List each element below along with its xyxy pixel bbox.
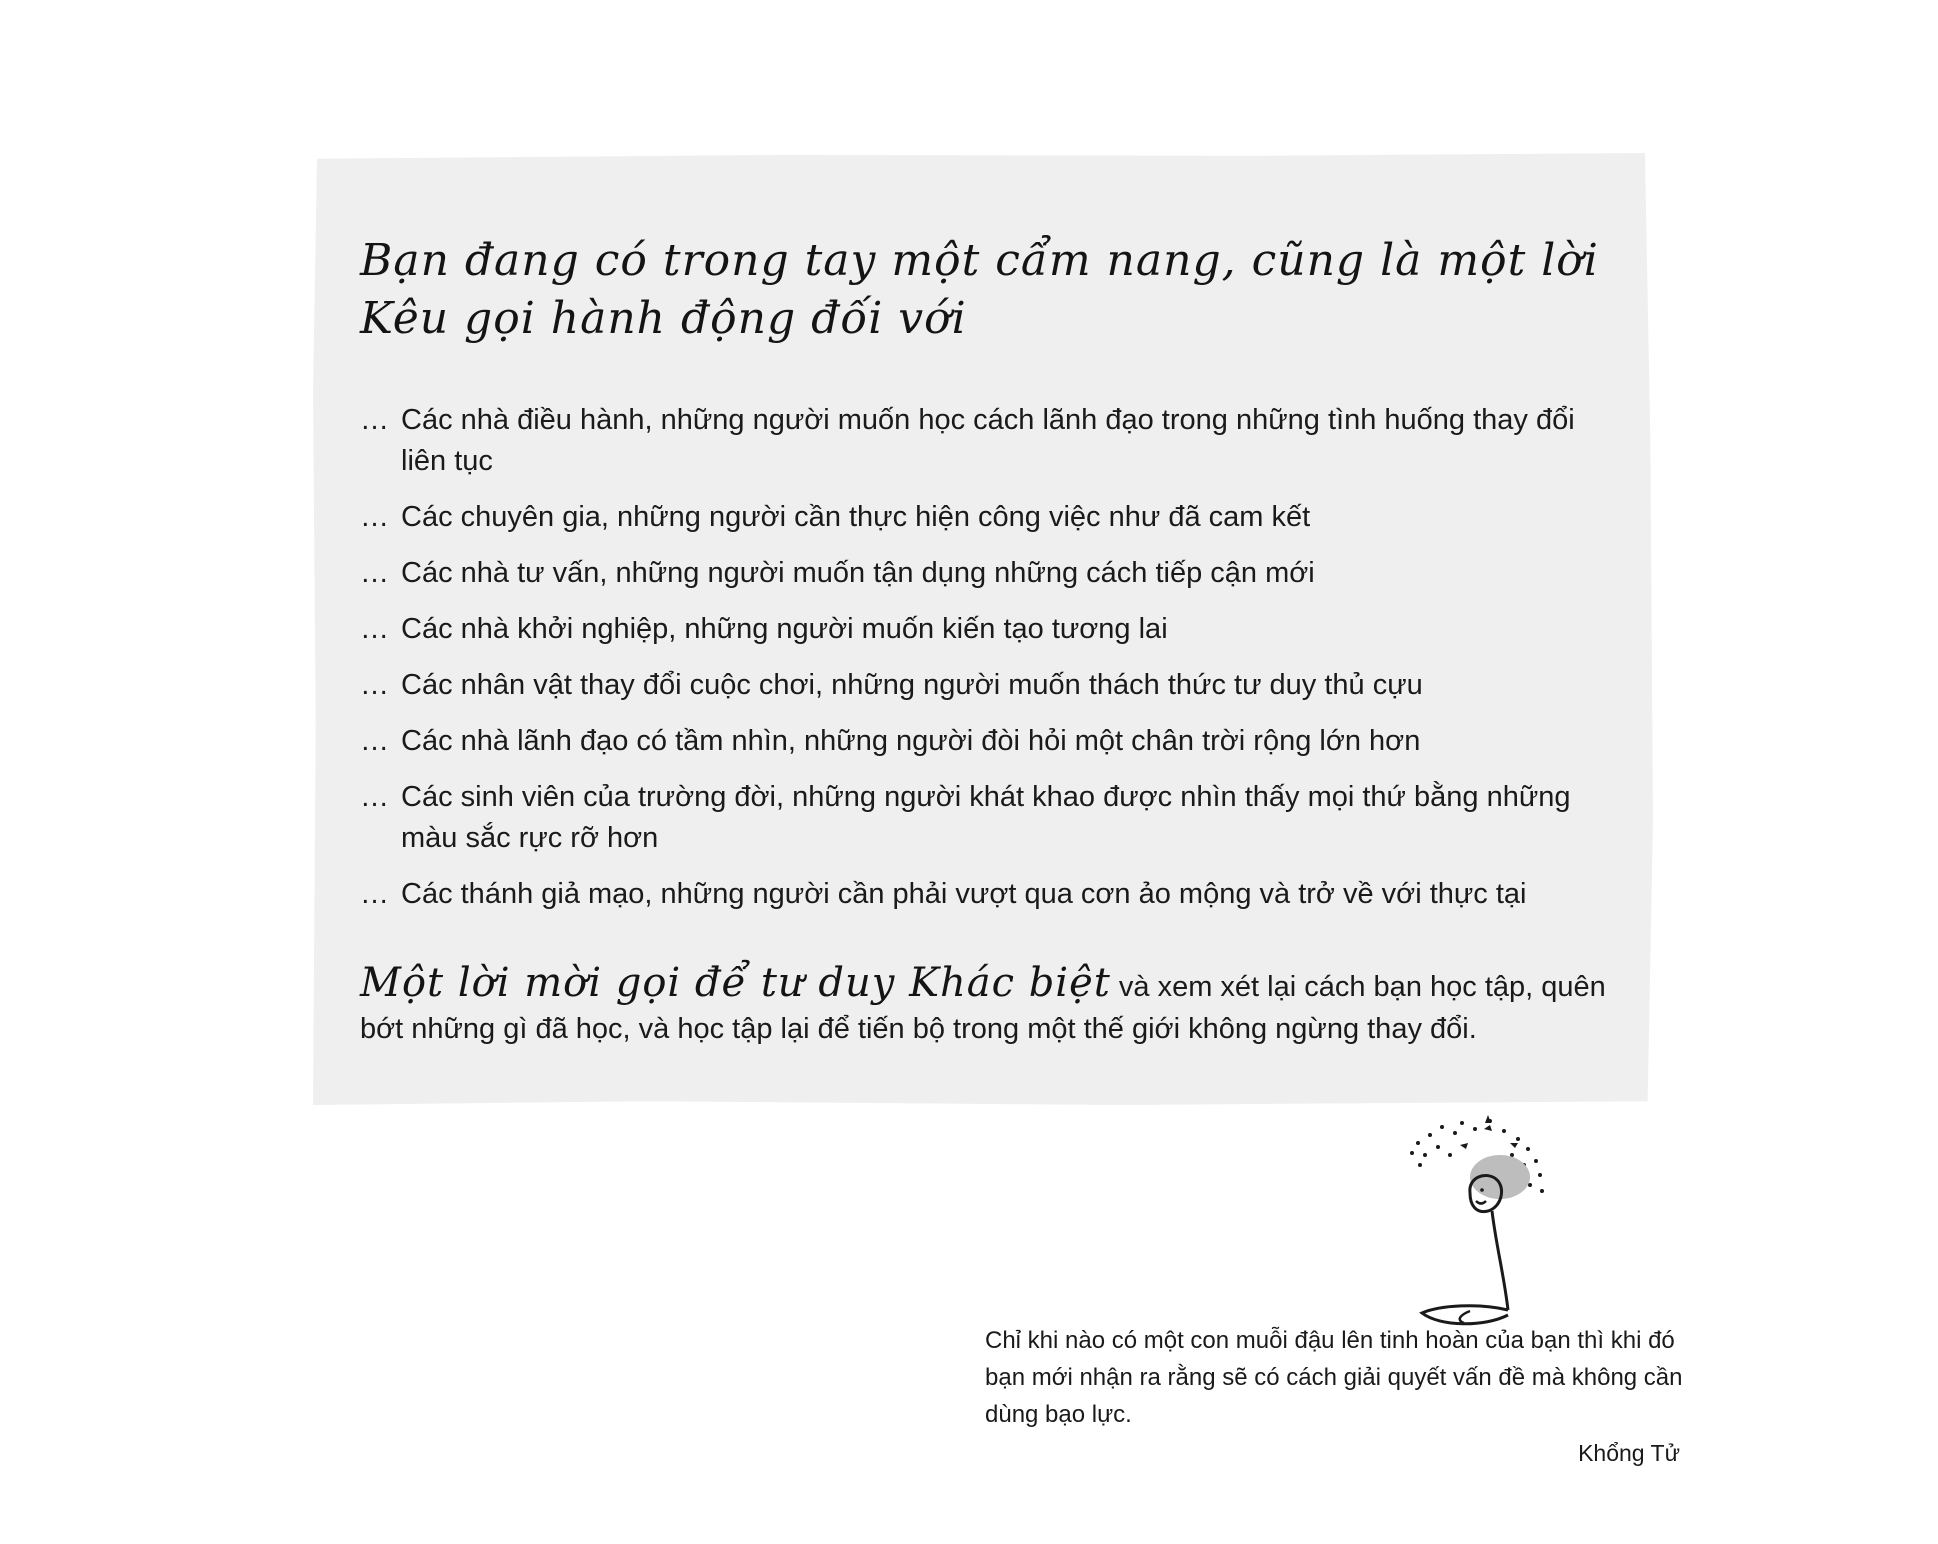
ellipsis-marker: … — [360, 404, 389, 436]
ellipsis-marker: … — [360, 725, 389, 757]
list-item — [360, 874, 1610, 915]
list-item — [360, 777, 1610, 859]
ellipsis-marker: … — [360, 557, 389, 589]
list-item — [360, 497, 1610, 538]
quote-author: Khổng Tử — [1578, 1440, 1680, 1466]
invitation-paragraph — [360, 962, 1615, 1050]
ellipsis-marker: … — [360, 781, 389, 813]
list-item-text: Các chuyên gia, những người cần thực hiện công việc như đã cam kết — [401, 501, 1311, 533]
list-item-text: Các nhà tư vấn, những người muốn tận dụng những cách tiếp cận mới — [401, 557, 1315, 589]
smile — [1476, 1201, 1486, 1204]
invitation-accent: Một lời mời gọi để tư duy Khác biệt — [360, 960, 1111, 1006]
ellipsis-marker: … — [360, 501, 389, 533]
list-item — [360, 400, 1610, 482]
heading-line-1: Bạn đang có trong tay một cẩm nang, cũng là một lời — [360, 235, 1599, 286]
stick-figure-illustration — [1400, 1115, 1580, 1330]
list-item — [360, 609, 1610, 650]
list-item-text: Các nhân vật thay đổi cuộc chơi, những người muốn thách thức tư duy thủ cựu — [401, 669, 1423, 701]
list-item-text: Các nhà khởi nghiệp, những người muốn kiến tạo tương lai — [401, 613, 1168, 645]
eye — [1480, 1188, 1484, 1192]
list-item-text: Các nhà lãnh đạo có tầm nhìn, những người đòi hỏi một chân trời rộng lớn hơn — [401, 725, 1421, 757]
ellipsis-marker: … — [360, 878, 389, 910]
list-item-text: Các sinh viên của trường đời, những người khát khao được nhìn thấy mọi thứ bằng những màu sắc rực rỡ hơn — [401, 781, 1571, 854]
list-item-text: Các thánh giả mạo, những người cần phải vượt qua cơn ảo mộng và trở về với thực tại — [401, 878, 1527, 910]
list-item — [360, 721, 1610, 762]
ellipsis-marker: … — [360, 669, 389, 701]
list-item — [360, 665, 1610, 706]
audience-list — [360, 400, 1610, 930]
heading-line-2: Kêu gọi hành động đối với — [360, 293, 967, 344]
quote-text: Chỉ khi nào có một con muỗi đậu lên tinh hoàn của bạn thì khi đó bạn mới nhận ra rằng sẽ có cách giải quyết vấn đề mà không cần dùng bạo lực. — [985, 1327, 1683, 1428]
body-line — [1492, 1211, 1508, 1310]
list-item-text: Các nhà điều hành, những người muốn học cách lãnh đạo trong những tình huống thay đổi liên tục — [401, 404, 1575, 477]
ellipsis-marker: … — [360, 613, 389, 645]
handwritten-heading — [360, 232, 1620, 348]
invitation-text: và xem xét lại cách bạn học tập, quên bớt những gì đã học, và học tập lại để tiến bộ trong một thế giới không ngừng thay đổi. — [360, 971, 1606, 1045]
list-item — [360, 553, 1610, 594]
